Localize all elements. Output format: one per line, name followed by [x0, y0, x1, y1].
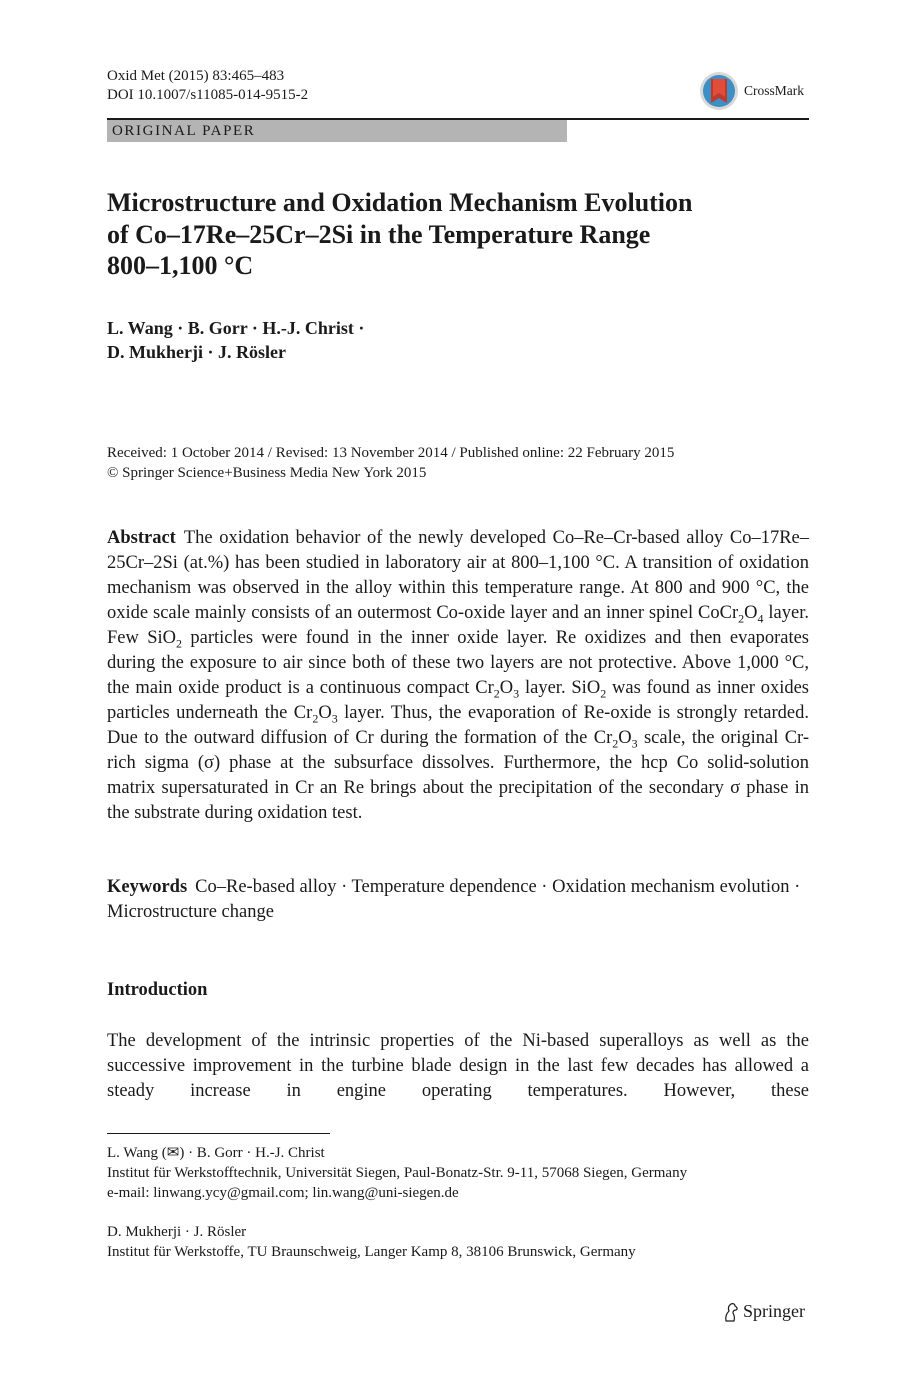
- crossmark-icon: [699, 71, 739, 111]
- introduction-body: [107, 1029, 809, 1104]
- abstract-text: was found as inner oxides particles underneath the Cr: [107, 678, 810, 723]
- affiliation-2-authors: D. Mukherji · J. Rösler: [107, 1224, 247, 1240]
- section-label: ORIGINAL PAPER: [112, 123, 256, 139]
- title-line-2: of Co–17Re–25Cr–2Si in the Temperature Range: [107, 219, 651, 249]
- subscript: 2: [600, 686, 607, 701]
- title-line-3: 800–1,100 °C: [107, 251, 254, 280]
- introduction-text: The development of the intrinsic properties of the Ni-based superalloys as well as the successive improvement in the turbine blade design in the last few decades has allowed a steady increase in engine operating temperatures. However, these: [107, 1031, 809, 1101]
- crossmark-label: CrossMark: [744, 83, 804, 98]
- keywords-paragraph: [107, 875, 809, 925]
- keywords: [107, 875, 809, 925]
- affiliation-1: [107, 1143, 809, 1203]
- publisher-name: Springer: [743, 1301, 805, 1321]
- journal-info: [107, 67, 308, 105]
- authors-line-1: L. Wang · B. Gorr · H.-J. Christ ·: [107, 318, 365, 338]
- abstract-text: layer. SiO: [519, 678, 601, 698]
- subscript: 2: [312, 711, 319, 726]
- doi[interactable]: DOI 10.1007/s11085-014-9515-2: [107, 87, 309, 103]
- keywords-text: Co–Re-based alloy · Temperature dependence · Oxidation mechanism evolution · Microstructure change: [107, 877, 801, 922]
- authors-line-2: D. Mukherji · J. Rösler: [107, 342, 286, 362]
- footnote-rule: [107, 1133, 330, 1134]
- journal-citation: Oxid Met (2015) 83:465–483: [107, 68, 285, 84]
- affiliation-1-institution: Institut für Werkstofftechnik, Universität Siegen, Paul-Bonatz-Str. 9-11, 57068 Siegen, Germany: [107, 1165, 688, 1181]
- subscript: 2: [738, 611, 745, 626]
- received-dates: Received: 1 October 2014 / Revised: 13 November 2014 / Published online: 22 February 2015: [107, 445, 675, 461]
- subscript: 2: [493, 686, 500, 701]
- abstract-text: scale, the original Cr-rich sigma (σ) phase at the subsurface dissolves. Furthermore, the hcp Co solid-solution matrix supersaturated in Cr an Re brings about the precipitation of the secondary σ phase in the substrate during oxidation test.: [107, 728, 809, 823]
- subscript: 3: [513, 686, 520, 701]
- springer-horse-icon: [723, 1302, 739, 1322]
- paper-title: [107, 187, 787, 282]
- affiliation-1-email[interactable]: e-mail: linwang.ycy@gmail.com; lin.wang@uni-siegen.de: [107, 1185, 459, 1201]
- publication-dates: [107, 443, 674, 483]
- affiliation-1-authors: L. Wang (✉) · B. Gorr · H.-J. Christ: [107, 1145, 325, 1161]
- abstract-text: O: [618, 728, 632, 748]
- title-line-1: Microstructure and Oxidation Mechanism Evolution: [107, 188, 693, 217]
- copyright: © Springer Science+Business Media New York 2015: [107, 465, 427, 481]
- abstract-text: layer. Thus, the evaporation of Re-oxide is strongly retarded. Due to the outward diffusion of Cr during the formation of the Cr: [107, 703, 809, 748]
- subscript: 3: [631, 736, 638, 751]
- subscript: 4: [757, 611, 764, 626]
- author-list: [107, 316, 364, 364]
- affiliation-2: [107, 1222, 809, 1262]
- subscript: 2: [176, 636, 183, 651]
- publisher-logo: [723, 1301, 805, 1322]
- introduction-heading: Introduction: [107, 980, 208, 1000]
- crossmark-badge[interactable]: [699, 70, 811, 112]
- abstract-text: particles were found in the inner oxide layer. Re oxidizes and then evaporates during the exposure to air since both of these two layers are not protective. Above 1,000 °C, the main oxide product is a continuous compact Cr: [107, 628, 809, 698]
- subscript: 3: [331, 711, 338, 726]
- abstract-text: O: [499, 678, 514, 698]
- abstract-text: The oxidation behavior of the newly developed Co–Re–Cr-based alloy Co–17Re–25Cr–2Si (at.%) has been studied in laboratory air at 800–1,100 °C. A transition of oxidation mechanism was observed in the alloy within this temperature range. At 800 and 900 °C, the oxide scale mainly consists of an outermost Co-oxide layer and an inner spinel CoCr: [107, 528, 809, 623]
- abstract-heading: Abstract: [107, 528, 176, 548]
- affiliation-2-institution: Institut für Werkstoffe, TU Braunschweig, Langer Kamp 8, 38106 Brunswick, Germany: [107, 1244, 636, 1260]
- abstract: [107, 526, 809, 826]
- abstract-text: O: [744, 603, 758, 623]
- abstract-paragraph: [107, 526, 809, 826]
- abstract-text: layer. Few SiO: [107, 603, 809, 648]
- abstract-text: O: [318, 703, 332, 723]
- subscript: 2: [612, 736, 619, 751]
- keywords-heading: Keywords: [107, 877, 188, 897]
